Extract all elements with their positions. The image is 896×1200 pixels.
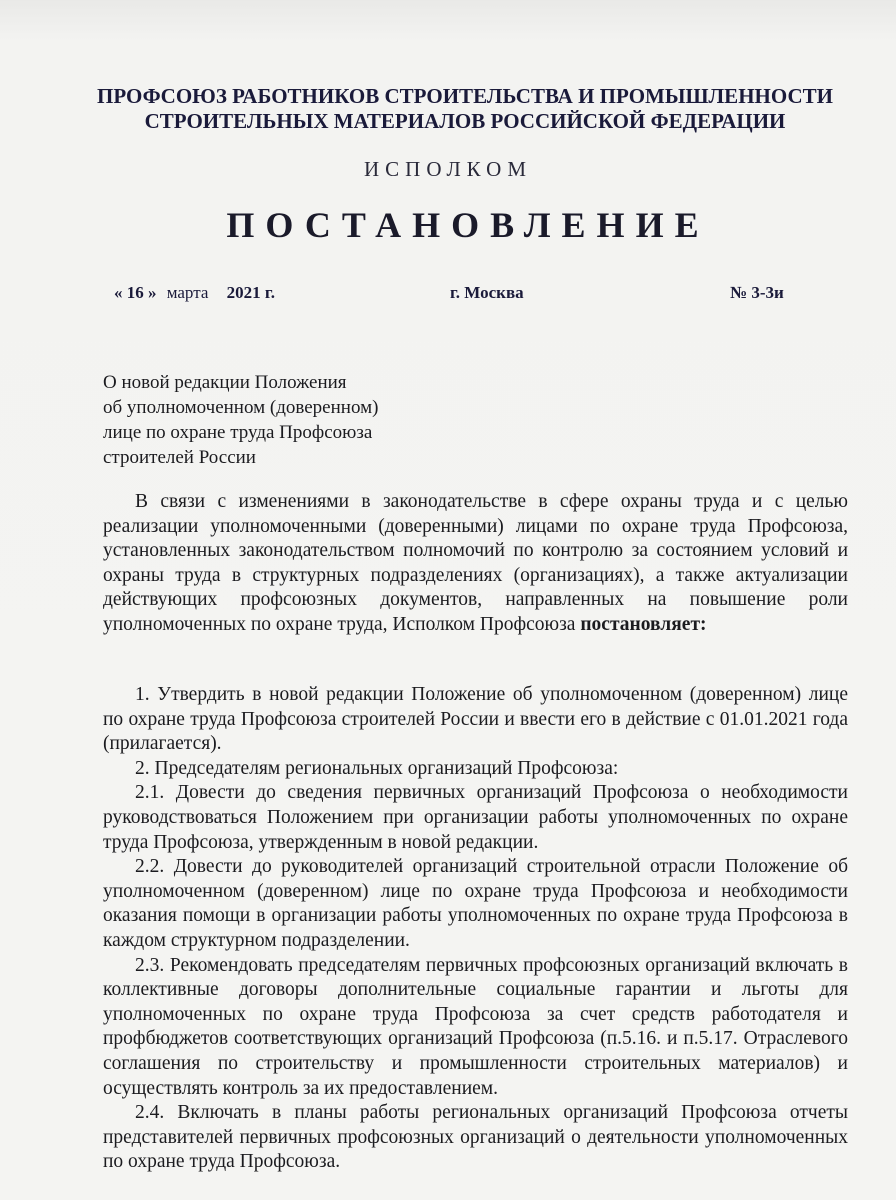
organization-line-2: СТРОИТЕЛЬНЫХ МАТЕРИАЛОВ РОССИЙСКОЙ ФЕДЕРАЦИИ — [144, 109, 786, 133]
subject-line: об уполномоченном (доверенном) — [103, 397, 379, 418]
subject-line: лице по охране труда Профсоюза — [103, 422, 373, 443]
date-year: 2021 г. — [226, 283, 275, 302]
issuing-body: ИСПОЛКОМ — [363, 157, 533, 181]
resolution-item: 2.2. Довести до руководителей организаций строительной отрасли Положение об уполномоченном (доверенном) лице по охране труда Профсоюза и необходимости оказания помощи в организации работы уполномоченных по охране труда Профсоюза в каждом структурном подразделении. — [103, 856, 848, 951]
resolution-item: 2. Председателям региональных организаций Профсоюза: — [135, 757, 619, 779]
preamble-text: В связи с изменениями в законодательстве в сфере охраны труда и с целью реализации уполномоченными (доверенными) лицами по охране труда Профсоюза, установленных законодательством полномочий по контролю за состоянием условий и охраны труда в структурных подразделениях (организациях), а также актуализации действующих профсоюзных документов, направленных на повышение роли уполномоченных по охране труда, Исполком Профсоюза — [103, 491, 848, 635]
organization-name — [60, 84, 870, 134]
document-type-title: ПОСТАНОВЛЕНИЕ — [226, 205, 710, 245]
subject-line: строителей России — [103, 447, 256, 468]
resolution-item: 2.3. Рекомендовать председателям первичных профсоюзных организаций включать в коллективные договоры дополнительные социальные гарантии и льготы для уполномоченных по охране труда Профсоюза за счет средств работодателя и профбюджетов соответствующих организаций Профсоюза (п.5.16. и п.5.17. Отраслевого соглашения по строительству и промышленности строительных материалов) и осуществлять контроль за их предоставлением. — [103, 954, 848, 1099]
document-city: г. Москва — [450, 283, 524, 302]
document-subject — [103, 370, 443, 470]
date-month: марта — [166, 283, 209, 302]
resolution-item: 2.1. Довести до сведения первичных организаций Профсоюза о необходимости руководствоваться Положением при организации работы уполномоченных по охране труда Профсоюза, утвержденным в новой редакции. — [103, 782, 848, 853]
subject-line: О новой редакции Положения — [103, 372, 347, 393]
organization-line-1: ПРОФСОЮЗ РАБОТНИКОВ СТРОИТЕЛЬСТВА И ПРОМЫШЛЕННОСТИ — [97, 84, 833, 108]
resolution-item: 1. Утвердить в новой редакции Положение об уполномоченном (доверенном) лице по охране труда Профсоюза строителей России и ввести его в действие с 01.01.2021 года (прилагается). — [103, 684, 848, 755]
document-number: № 3-3и — [730, 283, 784, 302]
preamble-paragraph — [103, 490, 848, 638]
resolution-item: 2.4. Включать в планы работы региональных организаций Профсоюза отчеты представителей первичных профсоюзных организаций о деятельности уполномоченных по охране труда Профсоюза. — [103, 1102, 848, 1173]
date-day: « 16 » — [114, 283, 157, 302]
decision-word: постановляет: — [580, 613, 707, 635]
document-date — [114, 283, 275, 303]
resolution-items — [103, 683, 848, 1175]
